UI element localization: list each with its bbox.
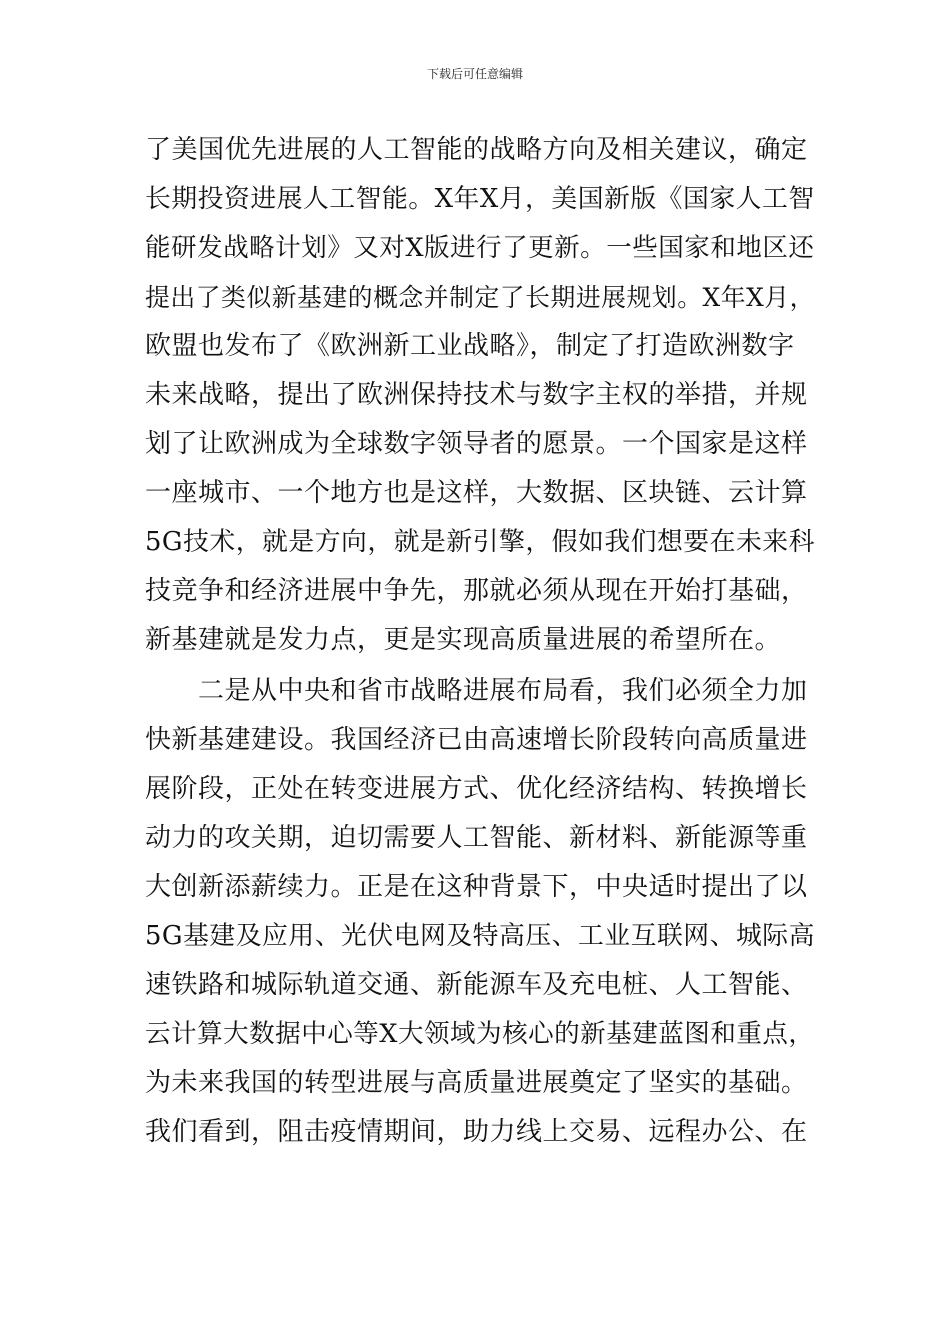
text-line: 一座城市、一个地方也是这样，大数据、区块链、云计算	[145, 478, 808, 508]
paragraph-1	[145, 126, 815, 665]
text-line: 快新基建建设。我国经济已由高速增长阶段转向高质量进	[145, 725, 808, 755]
text-line: 我们看到，阻击疫情期间，助力线上交易、远程办公、在	[145, 1117, 808, 1147]
text-line: 能研发战略计划》又对X版进行了更新。一些国家和地区还	[145, 233, 815, 263]
text-line: 为未来我国的转型进展与高质量进展奠定了坚实的基础。	[145, 1068, 808, 1098]
text-line: 云计算大数据中心等X大领域为核心的新基建蓝图和重点，	[145, 1019, 815, 1049]
text-line: 长期投资进展人工智能。X年X月，美国新版《国家人工智	[145, 184, 815, 214]
text-line: 动力的攻关期，迫切需要人工智能、新材料、新能源等重	[145, 823, 808, 853]
text-line: 提出了类似新基建的概念并制定了长期进展规划。X年X月，	[145, 283, 815, 312]
text-line: 5G技术，就是方向，就是新引擎，假如我们想要在未来科	[145, 527, 815, 557]
text-line: 未来战略，提出了欧洲保持技术与数字主权的举措，并规	[145, 380, 808, 410]
text-line: 速铁路和城际轨道交通、新能源车及充电桩、人工智能、	[145, 970, 808, 1000]
page-header: 下载后可任意编辑	[426, 67, 523, 81]
text-line: 大创新添薪续力。正是在这种背景下，中央适时提出了以	[145, 872, 808, 902]
text-line: 二是从中央和省市战略进展布局看，我们必须全力加	[145, 676, 808, 706]
paragraph-2	[145, 667, 815, 1157]
text-line: 技竞争和经济进展中争先，那就必须从现在开始打基础，	[145, 576, 808, 606]
text-line: 展阶段，正处在转变进展方式、优化经济结构、转换增长	[145, 774, 808, 804]
text-line: 5G基建及应用、光伏电网及特高压、工业互联网、城际高	[145, 921, 815, 951]
text-line: 划了让欧洲成为全球数字领导者的愿景。一个国家是这样	[145, 429, 808, 459]
text-line: 欧盟也发布了《欧洲新工业战略》，制定了打造欧洲数字	[145, 331, 795, 361]
text-line: 新基建就是发力点，更是实现高质量进展的希望所在。	[145, 625, 782, 655]
text-line: 了美国优先进展的人工智能的战略方向及相关建议，确定	[145, 135, 808, 165]
